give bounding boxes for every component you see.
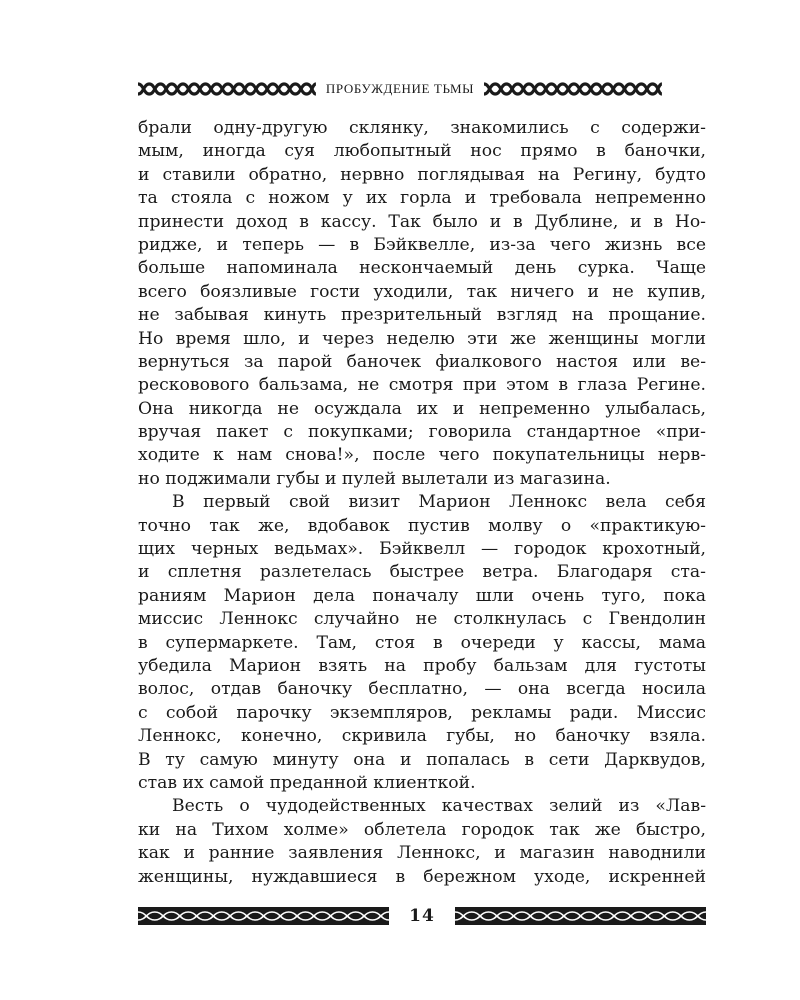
text-line: женщины, нуждавшиеся в бережном уходе, искренней xyxy=(138,866,706,887)
header-ornament-right xyxy=(484,79,662,99)
text-line: точно так же, вдобавок пустив молву о «практикую- xyxy=(138,515,706,536)
page-footer xyxy=(138,903,706,929)
paragraph-first-line: Весть о чудодейственных качествах зелий из «Лав- xyxy=(172,796,706,817)
text-line: в супермаркете. Там, стоя в очереди у кассы, мама xyxy=(138,632,706,653)
text-line: и ставили обратно, нервно поглядывая на Регину, будто xyxy=(138,164,706,185)
text-line: щих черных ведьмах». Бэйквелл — городок крохотный, xyxy=(138,539,706,560)
page-number: 14 xyxy=(409,906,435,926)
footer-ornament-left xyxy=(138,906,389,926)
text-line: миссис Леннокс случайно не столкнулась с Гвендолин xyxy=(138,609,706,630)
paragraph-first-line: В первый свой визит Марион Леннокс вела себя xyxy=(172,492,706,513)
text-line: ресковового бальзама, не смотря при этом в глаза Регине. xyxy=(138,375,706,396)
text-line: больше напоминала нескончаемый день сурка. Чаще xyxy=(138,258,706,279)
text-line: вернуться за парой баночек фиалкового настоя или ве- xyxy=(138,351,706,372)
header-ornament-left xyxy=(138,79,316,99)
knot-ornament-icon xyxy=(138,906,389,926)
text-line: как и ранние заявления Леннокс, и магазин наводнили xyxy=(138,843,706,864)
body-text xyxy=(138,117,706,889)
text-line: ходите к нам снова!», после чего покупательницы нерв- xyxy=(138,445,706,466)
text-line: всего боязливые гости уходили, так ничего и не купив, xyxy=(138,281,706,302)
text-line: убедила Марион взять на пробу бальзам для густоты xyxy=(138,655,706,676)
text-line: Она никогда не осуждала их и непременно улыбалась, xyxy=(138,398,706,419)
text-line: та стояла с ножом у их горла и требовала непременно xyxy=(138,188,706,209)
text-line: раниям Марион дела поначалу шли очень туго, пока xyxy=(138,585,706,606)
text-line: волос, отдав баночку бесплатно, — она всегда носила xyxy=(138,679,706,700)
braid-ornament-icon xyxy=(484,79,662,99)
text-line: брали одну-другую склянку, знакомились с содержи- xyxy=(138,118,706,138)
text-line: ридже, и теперь — в Бэйквелле, из-за чего жизнь все xyxy=(138,234,706,255)
text-line: вручая пакет с покупками; говорила стандартное «при- xyxy=(138,422,706,443)
text-line: не забывая кинуть презрительный взгляд на прощание. xyxy=(138,305,706,326)
running-title: ПРОБУЖДЕНИЕ ТЬМЫ xyxy=(325,81,475,96)
text-line: В ту самую минуту она и попалась в сети Дарквудов, xyxy=(138,749,706,770)
text-line: и сплетня разлетелась быстрее ветра. Благодаря ста- xyxy=(138,562,706,583)
paragraph-last-line: став их самой преданной клиенткой. xyxy=(138,772,476,793)
text-line: Леннокс, конечно, скривила губы, но баночку взяла. xyxy=(138,726,706,747)
text-line: мым, иногда суя любопытный нос прямо в баночки, xyxy=(138,141,706,162)
text-line: с собой парочку экземпляров, рекламы ради. Миссис xyxy=(138,702,706,723)
text-line: ки на Тихом холме» облетела городок так же быстро, xyxy=(138,819,706,840)
footer-ornament-right xyxy=(455,906,706,926)
paragraph-last-line: но поджимали губы и пулей вылетали из магазина. xyxy=(138,468,611,489)
text-line: Но время шло, и через неделю эти же женщины могли xyxy=(138,328,706,349)
knot-ornament-icon xyxy=(455,906,706,926)
text-line: принести доход в кассу. Так было и в Дублине, и в Но- xyxy=(138,211,706,232)
braid-ornament-icon xyxy=(138,79,316,99)
running-header xyxy=(138,76,662,102)
